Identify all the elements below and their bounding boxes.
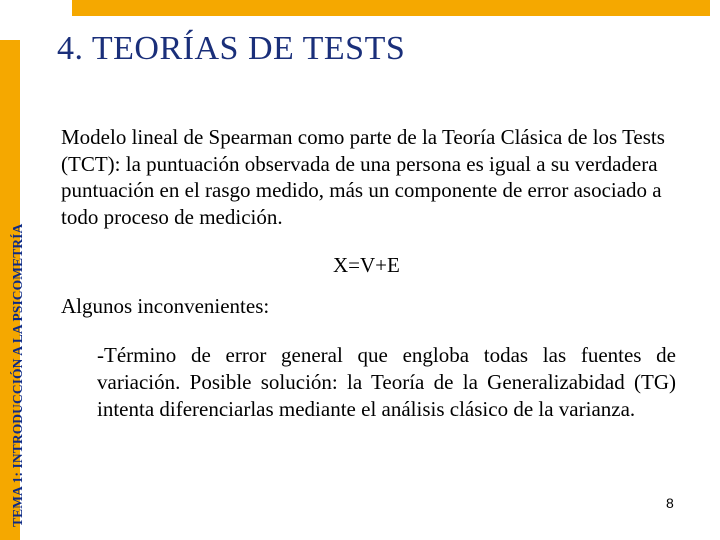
top-accent-bar	[72, 0, 710, 16]
intro-paragraph: Modelo lineal de Spearman como parte de la Teoría Clásica de los Tests (TCT): la puntuación observada de una persona es igual a su verdadera puntuación en el rasgo medido, más un componente de error asociado a todo proceso de medición.	[61, 125, 665, 229]
page-number: 8	[666, 495, 674, 511]
formula: X=V+E	[333, 253, 400, 277]
issue-paragraph: -Término de error general que engloba todas las fuentes de variación. Posible solución: la Teoría de la Generalizabidad (TG) intenta diferenciarlas mediante el análisis clásico de la varianza.	[97, 343, 676, 421]
side-label: TEMA 1: INTRODUCCIÓN A LA PSICOMETRÍA	[10, 223, 25, 527]
side-label-container	[1, 40, 25, 540]
subheading: Algunos inconvenientes:	[61, 294, 270, 318]
slide-title: 4. TEORÍAS DE TESTS	[57, 30, 406, 67]
